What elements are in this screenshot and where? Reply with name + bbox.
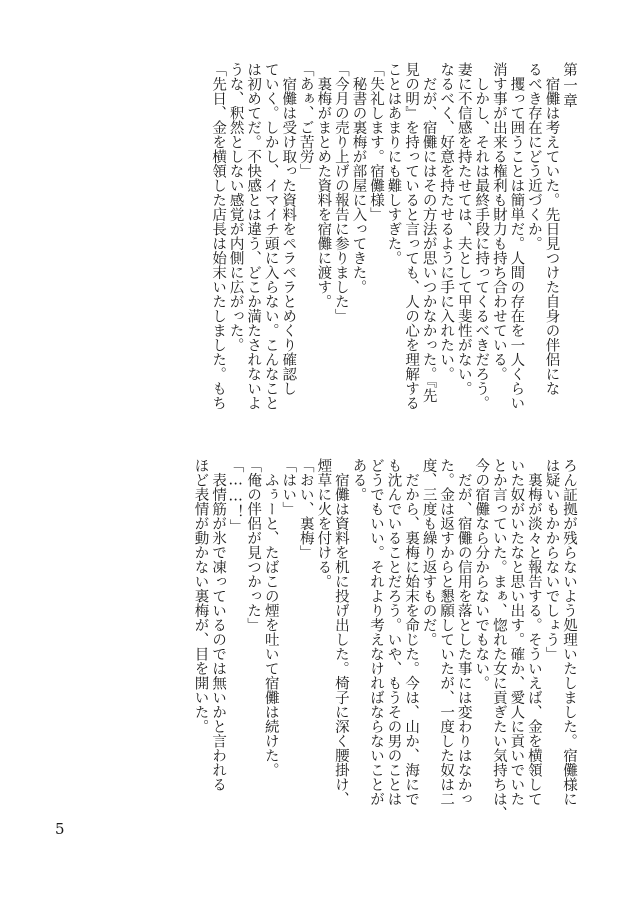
chapter-heading: 第一章 bbox=[561, 62, 577, 109]
text-line: とか言っていた。まぁ、惚れた女に貢ぎたい気持ちは、 bbox=[490, 458, 507, 821]
text-line: 裏梅がまとめた資料を宿儺に渡す。 bbox=[315, 62, 332, 309]
text-line: た。金は返すからと懇願していたが、一度した奴は二 bbox=[438, 458, 455, 806]
text-line: しかし、それは最終手段に持ってくるべきだろう。 bbox=[473, 62, 490, 410]
text-line: 宿儺は資料を机に投げ出した。椅子に深く腰掛け、 bbox=[332, 458, 349, 806]
text-line: ある。 bbox=[350, 458, 367, 502]
text-line: は初めてだ。不快感とは違う、どこか満たされないよ bbox=[245, 62, 262, 410]
text-line: なるべく、好意を持たせるように手に入れたい。 bbox=[438, 62, 455, 381]
text-line: 消す事が出来る権利も財力も持ち合わせている。 bbox=[490, 62, 507, 381]
text-line: 裏梅が淡々と報告する。そういえば、金を横領して bbox=[525, 458, 542, 806]
text-line: 攫って囲うことは簡単だ。人間の存在を一人くらい bbox=[508, 62, 525, 410]
text-line: は疑いもかからないでしょう」 bbox=[543, 458, 560, 661]
text-line: 「今月の売り上げの報告に参りました」 bbox=[332, 62, 349, 323]
text-line: いた奴がいたなと思い出す。確か、愛人に貢いでいた bbox=[508, 458, 525, 806]
text-line: 宿儺は考えていた。先日見つけた自身の伴侶にな bbox=[543, 62, 560, 396]
text-line: るべき存在にどう近づくか。 bbox=[525, 62, 542, 251]
top-text-block bbox=[209, 62, 577, 410]
text-line: だが、宿儺にはその方法が思いつかなかった。『先 bbox=[420, 62, 437, 403]
text-line: 煙草に火を付ける。 bbox=[315, 458, 332, 589]
text-line: ていく。しかし、イマイチ頭に入らない。こんなこと bbox=[262, 62, 279, 410]
text-line: 「先日、金を横領した店長は始末いたしました。もち bbox=[210, 62, 227, 410]
text-line: 度、三度も繰り返すものだ。 bbox=[420, 458, 437, 647]
text-line: どうでもいい。それより考えなければならないことが bbox=[367, 458, 384, 806]
text-line: 「はい」 bbox=[280, 458, 297, 516]
text-line: 宿儺は受け取った資料をペラペラとめくり確認し bbox=[280, 62, 297, 396]
text-line: だから、裏梅に始末を命じた。今は、山か、海にで bbox=[403, 458, 420, 806]
text-line: 「俺の伴侶が見つかった」 bbox=[245, 458, 262, 632]
text-line: 「失礼します。宿儺様」 bbox=[367, 62, 384, 222]
text-line: 今の宿儺なら分からないでもない。 bbox=[473, 458, 490, 690]
text-line: ふぅーと、たばこの煙を吐いて宿儺は続けた。 bbox=[262, 458, 279, 777]
page-number: 5 bbox=[55, 820, 65, 838]
text-line: ほど表情が動かない裏梅が、目を開いた。 bbox=[192, 458, 209, 734]
text-line: 秘書の裏梅が部屋に入ってきた。 bbox=[350, 62, 367, 294]
text-line: 「……！」 bbox=[227, 458, 244, 534]
text-line: も沈んでいることだろう。いや、もうその男のことは bbox=[385, 458, 402, 806]
bottom-text-block bbox=[191, 458, 577, 821]
text-line: ことはあまりにも難しすぎた。 bbox=[385, 62, 402, 265]
text-line: うな、釈然としない感覚が内側に広がった。 bbox=[227, 62, 244, 352]
text-line: 「あぁ、ご苦労」 bbox=[297, 62, 314, 178]
text-line: ろん証拠が残らないよう処理いたしました。宿儺様に bbox=[561, 458, 577, 806]
text-line: 「おい、裏梅」 bbox=[297, 458, 314, 560]
text-line: 見の明』を持っていると言っても、人の心を理解する bbox=[403, 62, 420, 410]
text-line: だが、宿儺の信用を落とした事には変わりはなかっ bbox=[455, 458, 472, 806]
text-line: 表情筋が氷で凍っているのでは無いかと言われる bbox=[210, 458, 227, 792]
text-line: 妻に不信感を持たせては、夫として甲斐性がない。 bbox=[455, 62, 472, 396]
